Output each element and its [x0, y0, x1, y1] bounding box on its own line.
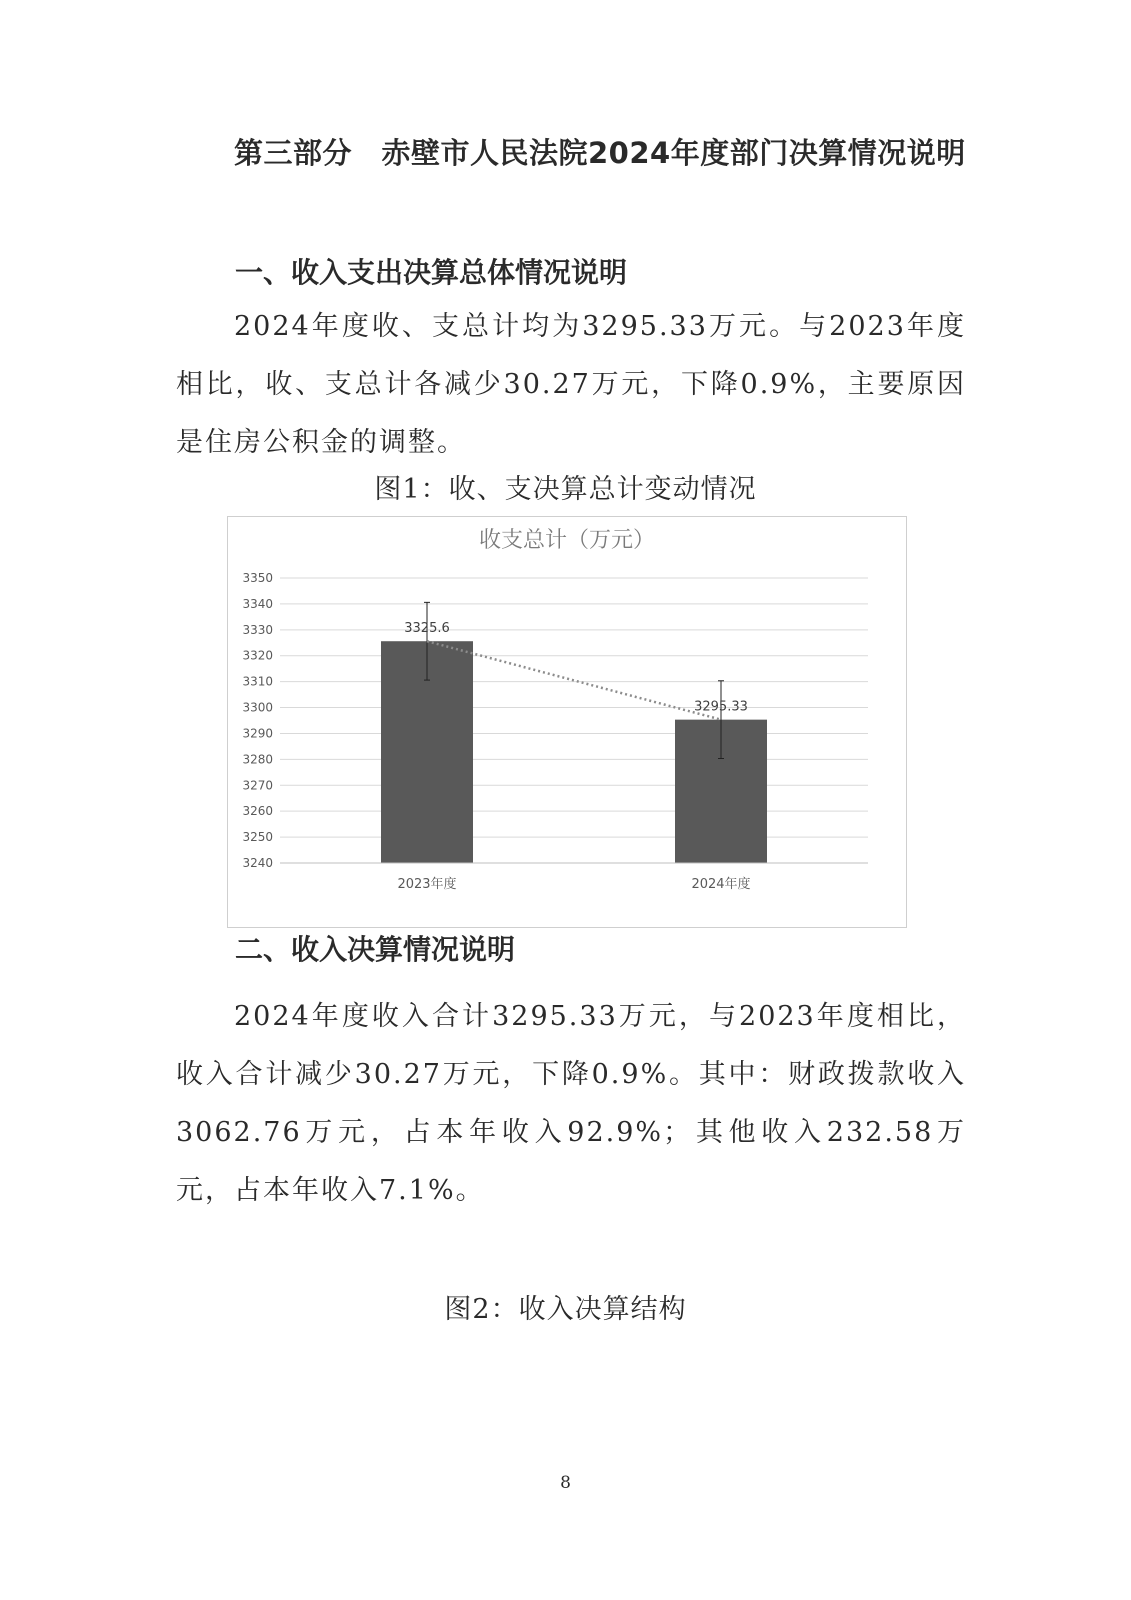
figure2-caption: 图2：收入决算结构 — [444, 1294, 687, 1325]
y-tick-label: 3300 — [242, 700, 273, 715]
y-tick-label: 3330 — [242, 622, 273, 637]
x-tick-label: 2024年度 — [691, 877, 751, 892]
y-tick-label: 3290 — [242, 726, 273, 741]
y-tick-label: 3270 — [242, 778, 273, 793]
data-label: 3325.6 — [404, 621, 450, 637]
page-number: 8 — [560, 1473, 571, 1493]
overview-paragraph: 2024年度收、支总计均为3295.33万元。与2023年度相比，收、支总计各减少30.27万元，下降0.9%，主要原因是住房公积金的调整。 — [176, 311, 966, 458]
income-paragraph: 2024年度收入合计3295.33万元，与2023年度相比，收入合计减少30.27万元，下降0.9%。其中：财政拨款收入3062.76万元，占本年收入92.9%；其他收入232.58万元，占本年收入7.1%。 — [176, 1001, 966, 1206]
chart-title: 收支总计（万元） — [478, 528, 656, 553]
y-tick-label: 3320 — [242, 648, 273, 663]
y-tick-label: 3340 — [242, 596, 273, 611]
document-title: 第三部分 赤壁市人民法院2024年度部门决算情况说明 — [234, 136, 966, 170]
y-tick-label: 3260 — [242, 804, 273, 819]
section-heading-overview: 一、收入支出决算总体情况说明 — [235, 256, 628, 289]
x-tick-label: 2023年度 — [397, 877, 457, 892]
figure1-caption: 图1：收、支决算总计变动情况 — [374, 474, 757, 505]
bar-chart-svg — [228, 517, 906, 927]
y-tick-label: 3350 — [242, 571, 273, 585]
y-tick-label: 3240 — [242, 856, 273, 870]
y-tick-label: 3280 — [242, 752, 273, 767]
y-tick-label: 3250 — [242, 830, 273, 845]
y-tick-label: 3310 — [242, 674, 273, 689]
data-label: 3295.33 — [694, 699, 748, 715]
section-heading-income: 二、收入决算情况说明 — [235, 933, 516, 966]
figure1-chart — [227, 516, 907, 928]
